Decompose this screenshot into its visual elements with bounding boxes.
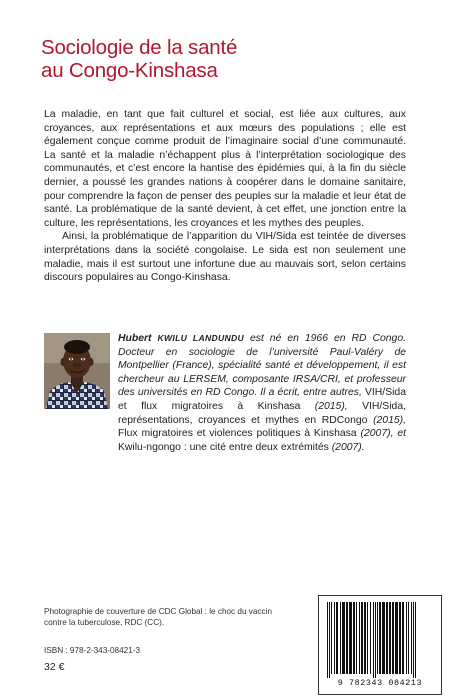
author-bio: [118, 332, 406, 454]
barcode-bar: [334, 602, 335, 674]
barcode-bar: [346, 602, 348, 674]
barcode-bars: [319, 596, 441, 678]
author-name-first: Hubert: [118, 333, 152, 344]
barcode-bar: [370, 602, 371, 674]
barcode-bar: [392, 602, 394, 674]
cover-photo-credit: Photographie de couverture de CDC Global : le choc du vaccin contre la tuberculose, RDC (CC).: [44, 607, 273, 627]
barcode-bar: [329, 602, 330, 678]
barcode-bar: [386, 602, 388, 674]
author-work-2-year: (2015),: [367, 414, 406, 426]
book-title: [41, 36, 421, 82]
barcode-bar: [342, 602, 345, 674]
author-bio-intro: est né en 1966 en RD Congo. Docteur en sociologie de l’université Paul-Valéry de Montpellier (France), spécialité santé et développement, il est chercheur au LERSEM, composante IRSA/CRI, et professeur des universités en RD Congo. Il a écrit, entre autres,: [118, 333, 406, 399]
barcode-digits: 9 782343 084213: [337, 678, 423, 688]
barcode-bar: [361, 602, 363, 674]
barcode-bar: [359, 602, 360, 674]
barcode-bar: [389, 602, 391, 674]
barcode-bar: [408, 602, 409, 674]
barcode-bar: [382, 602, 385, 674]
author-work-4-year: (2007).: [328, 441, 365, 453]
barcode-bar: [336, 602, 338, 674]
abstract-paragraph-2: Ainsi, la problématique de l’apparition du VIH/Sida est teintée de diverses interprétations dans la société congolaise. Le sida est non seulement une maladie, mais il est surtout une infortune due au mauvais sort, selon certains discours populaires au Congo-Kinshasa.: [44, 231, 406, 284]
barcode-bar: [395, 602, 398, 674]
isbn: ISBN : 978-2-343-08421-3: [44, 646, 141, 655]
barcode: [318, 595, 442, 695]
author-photo: [44, 333, 110, 409]
author-work-1: VIH/Sida et flux migratoires à Kinshasa: [118, 387, 406, 412]
barcode-bar: [415, 602, 416, 678]
author-work-3: Flux migratoires et violences politiques à Kinshasa: [118, 428, 357, 440]
author-work-3-year: (2007), et: [356, 428, 406, 440]
barcode-bar: [402, 602, 404, 674]
abstract-paragraph-1: La maladie, en tant que fait culturel et social, est liée aux cultures, aux croyances, aux représentations et aux mœurs des populations ; elle est également conçue comme produit de l’imaginaire social d’une communauté. La santé et la maladie n’échappent plus à l’interprétation sociologique des communautés, et c’est encore la hantise des épidémies qui, à la fin du siècle dernier, a poussé les grandes nations à coopérer dans le domaine sanitaire, pour comprendre la façon de penser des peuples sur la maladie et leur état de santé. La problématique de la santé devient, à cet effet, une jonction entre la culture, les représentations, les croyances et les mythes des peuples.: [44, 109, 406, 229]
barcode-bar: [379, 602, 381, 674]
barcode-bar: [331, 602, 332, 674]
author-work-4: Kwilu-ngongo : une cité entre deux extrémités: [118, 441, 329, 453]
barcode-bar: [364, 602, 366, 674]
book-abstract: [44, 108, 406, 285]
barcode-bar: [356, 602, 357, 674]
price: 32 €: [44, 661, 65, 673]
barcode-bar: [406, 602, 407, 674]
book-title-line-1: Sociologie de la santé: [41, 36, 238, 59]
barcode-bar: [375, 602, 376, 678]
author-work-1-year: (2015),: [300, 400, 363, 412]
barcode-bar: [413, 602, 414, 678]
barcode-bar: [353, 602, 355, 674]
barcode-bar: [340, 602, 341, 674]
book-title-line-2: au Congo-Kinshasa: [41, 59, 218, 82]
barcode-bar: [399, 602, 401, 674]
barcode-bar: [373, 602, 374, 678]
barcode-bar: [367, 602, 368, 674]
author-name-rest: KWILU LANDUNDU: [157, 333, 244, 343]
barcode-bar: [327, 602, 328, 678]
author-work-2: VIH/Sida, représentations, croyances et mythes en RDCongo: [118, 400, 406, 426]
author-portrait-image: [44, 333, 110, 409]
barcode-bar: [349, 602, 352, 674]
barcode-bar: [377, 602, 378, 674]
barcode-bar: [411, 602, 412, 674]
